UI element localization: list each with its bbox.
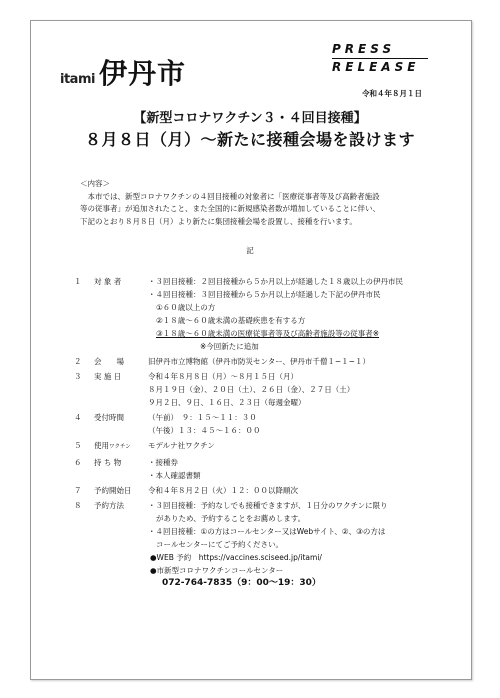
press-divider [332,58,428,59]
call-center-phone: 072-764-7835（9：00〜19：30） [162,578,321,588]
item-reception-hours [74,411,434,437]
item-venue [74,355,434,368]
booking-line: ・３回目接種：予約なしでも接種できますが、１日分のワクチンに限り [148,501,388,510]
item-number: １ [74,277,82,286]
booking-line: コールセンターにてご予約ください。 [156,540,284,549]
item-label: 予約開始日 [94,486,132,495]
target-line-new: ③１８歳〜６０歳未満の医療従事者等及び高齢者施設等の従事者※ [156,329,380,338]
logo-name: 伊丹市 [98,57,186,90]
item-content [148,370,434,409]
intro-line: 等の従事者」が追加されたこと、また全国的に新規感染者数が増加していることに伴い、 [80,204,380,213]
dates-line: 令和４年８月８日（月）〜８月１５日（月） [148,372,298,381]
item-content [148,355,434,368]
item-label: 対 象 者 [94,277,122,286]
target-line: ・３回目接種：２回目接種から５か月以上が経過した１８歳以上の伊丹市民 [148,277,403,286]
booking-start-line: 令和４年８月２日（火）１２：００以降順次 [148,486,298,495]
item-label [94,439,148,454]
item-content [148,484,434,497]
item-number: ４ [74,413,82,422]
dates-line: ９月２日、９日、１６日、２３日（毎週金曜） [148,398,306,407]
target-line: ②１８歳〜６０歳未満の基礎疾患を有する方 [156,316,306,325]
item-dates [74,370,434,409]
item-label: 会 場 [94,357,124,366]
item-label: 受付時間 [94,413,124,422]
item-vaccine [74,439,434,454]
belongings-line: ・接種券 [148,458,178,467]
item-content [148,275,434,353]
target-line: ・４回目接種：３回目接種から５か月以上が経過した下記の伊丹市民 [148,290,381,299]
item-label: 予約方法 [94,501,124,510]
press-release-mark [332,42,428,75]
item-number: ２ [74,357,82,366]
item-booking-start [74,484,434,497]
logo-mark: itami [60,72,95,87]
dates-line: ８月１９日（金）、２０日（土）、２６日（金）、２７日（土） [148,385,355,394]
item-label: 実 施 日 [94,372,122,381]
document-subtitle: 【新型コロナワクチン３・４回目接種】 [133,111,367,126]
item-number: ６ [74,458,82,467]
release-date: 令和４年８月１日 [362,89,422,98]
item-number: ３ [74,372,82,381]
item-content [148,411,434,437]
item-belongings [74,456,434,482]
ki-marker: 記 [246,246,254,255]
web-booking-link[interactable]: ●WEB 予約 https://vaccines.sciseed.jp/itami/ [150,553,322,562]
booking-line: がありため、予約することをお薦めします。 [156,514,306,523]
document-title: ８月８日（月）〜新たに接種会場を設けます [84,130,415,149]
hours-line: （午前） ９：１５〜１１：３０ [148,413,257,422]
item-booking-method [74,499,434,590]
label-part: 使用 [94,441,109,450]
belongings-line: ・本人確認書類 [148,471,201,480]
release-label: RELEASE [332,60,420,74]
details-list [74,275,434,592]
call-center-label: ●市新型コロナワクチンコールセンター [150,566,284,575]
item-number: ５ [74,441,82,450]
venue-line: 旧伊丹市立博物館（伊丹市防災センター、伊丹市千僧１−１−１） [148,357,370,366]
item-content [148,456,434,482]
intro-heading: ＜内容＞ [80,179,110,188]
target-line: ①６０歳以上の方 [156,303,216,312]
intro-line: 下記のとおり８月８日（月）より新たに集団接種会場を設置し、接種を行います。 [80,216,357,226]
item-number: ７ [74,486,82,495]
item-content [148,439,434,454]
intro-line: 本市では、新型コロナワクチンの４回目接種の対象者に「医療従事者等及び高齢者施設 [80,191,380,201]
item-target [74,275,434,353]
item-content [148,499,434,590]
city-logo [60,52,186,92]
target-note: ※今回新たに追加 [200,342,259,351]
item-number: ８ [74,501,82,510]
press-label: PRESS [332,42,396,56]
intro-section [80,178,420,228]
label-part-small: ワクチン [109,444,131,450]
vaccine-line: モデルナ社ワクチン [148,441,215,450]
hours-line: （午後）１３：４５〜１６：００ [148,426,261,435]
item-label: 持 ち 物 [94,458,122,467]
booking-line: ・４回目接種：①の方はコールセンター又はWebサイト、②、③の方は [148,527,386,536]
